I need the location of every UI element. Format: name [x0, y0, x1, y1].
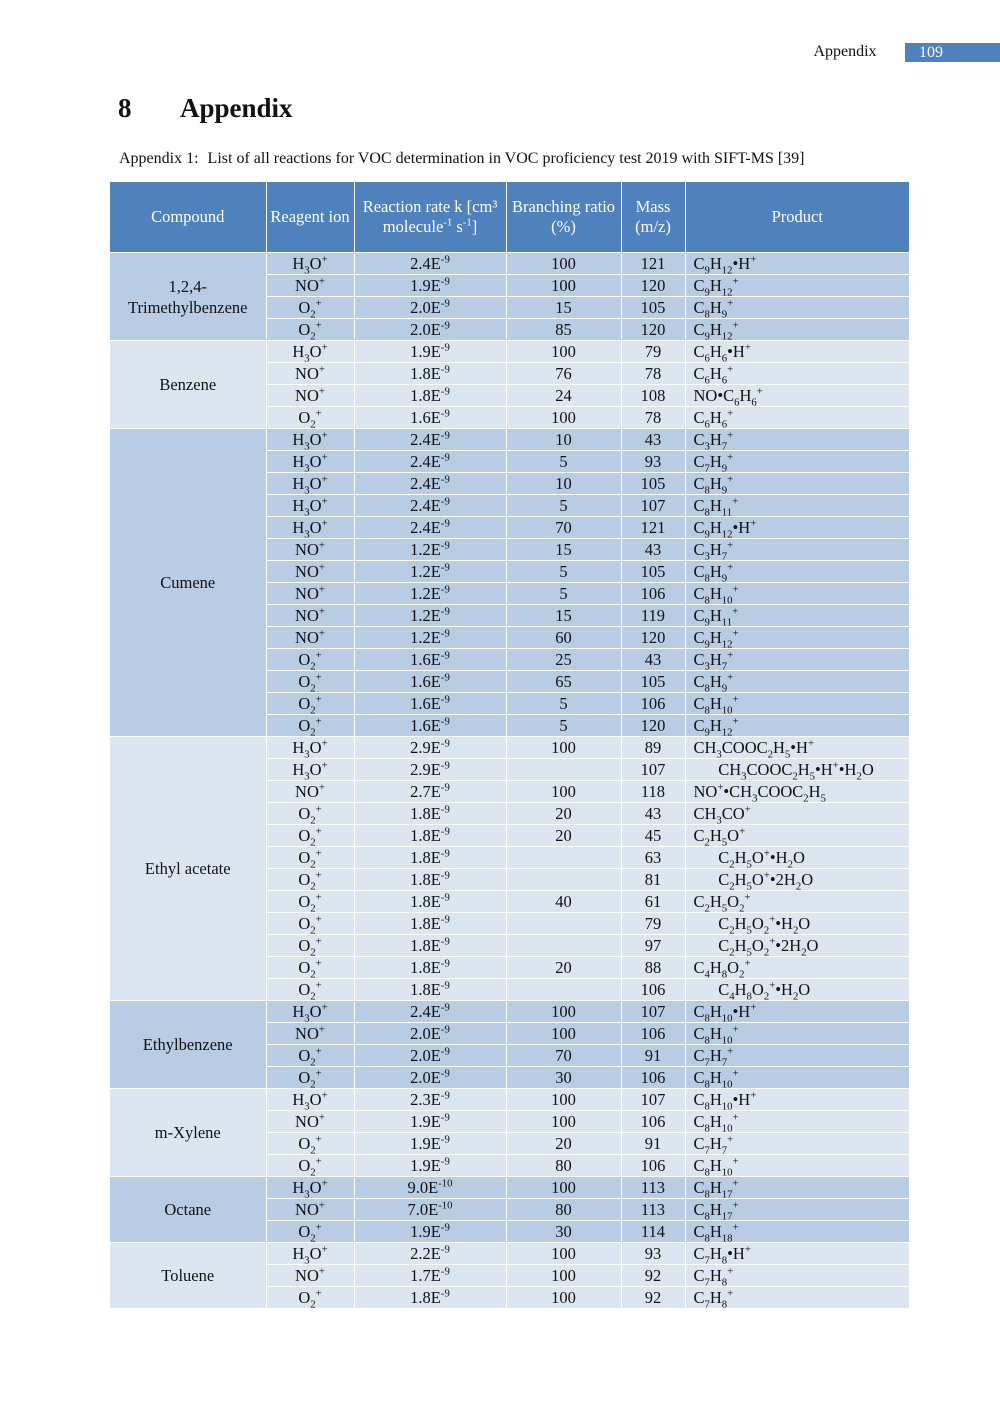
- rate-constant-cell: $1.6E^{-9}$: [354, 407, 506, 429]
- branching-ratio-cell: 40: [506, 891, 621, 913]
- reagent-ion-cell: NO+: [266, 561, 354, 583]
- mass-cell: 97: [621, 935, 685, 957]
- product-cell: $C_9H_{12}•H^+$: [685, 517, 909, 539]
- rate-constant-cell: $1.8E^{-9}$: [354, 385, 506, 407]
- reagent-ion-cell: $O_2^+$: [266, 319, 354, 341]
- product-cell: $C_9H_{12}^+$: [685, 627, 909, 649]
- rate-constant-cell: $1.2E^{-9}$: [354, 605, 506, 627]
- reagent-ion-cell: $O_2^+$: [266, 297, 354, 319]
- table-row: [110, 737, 909, 759]
- rate-constant-cell: $2.3E^{-9}$: [354, 1089, 506, 1111]
- mass-cell: 89: [621, 737, 685, 759]
- branching-ratio-cell: [506, 913, 621, 935]
- reagent-ion-cell: NO+: [266, 1111, 354, 1133]
- mass-cell: 107: [621, 495, 685, 517]
- rate-constant-cell: $2.0E^{-9}$: [354, 1045, 506, 1067]
- rate-constant-cell: $2.0E^{-9}$: [354, 1023, 506, 1045]
- mass-cell: 107: [621, 759, 685, 781]
- mass-cell: 120: [621, 627, 685, 649]
- reagent-ion-cell: $O_2^+$: [266, 803, 354, 825]
- branching-ratio-cell: 100: [506, 1111, 621, 1133]
- reactions-table: [110, 182, 909, 1308]
- rate-constant-cell: $2.7E^{-9}$: [354, 781, 506, 803]
- rate-constant-cell: $1.8E^{-9}$: [354, 913, 506, 935]
- mass-cell: 105: [621, 473, 685, 495]
- reagent-ion-cell: $O_2^+$: [266, 1067, 354, 1089]
- mass-cell: 113: [621, 1199, 685, 1221]
- rate-constant-cell: $2.4E^{-9}$: [354, 253, 506, 275]
- mass-cell: 43: [621, 429, 685, 451]
- table-row: [110, 1001, 909, 1023]
- reagent-ion-cell: $O_2^+$: [266, 1133, 354, 1155]
- section-heading: [118, 93, 293, 124]
- mass-cell: 81: [621, 869, 685, 891]
- branching-ratio-cell: 100: [506, 1177, 621, 1199]
- page-number: 109: [905, 43, 1000, 62]
- caption-label: Appendix 1:: [119, 150, 199, 167]
- branching-ratio-cell: 85: [506, 319, 621, 341]
- rate-constant-cell: $1.8E^{-9}$: [354, 979, 506, 1001]
- product-cell: $C_8H_{10}^+$: [685, 693, 909, 715]
- running-header-title: Appendix: [813, 43, 877, 60]
- reagent-ion-cell: $H_3O^+$: [266, 1001, 354, 1023]
- branching-ratio-cell: 25: [506, 649, 621, 671]
- branching-ratio-cell: 76: [506, 363, 621, 385]
- mass-cell: 106: [621, 1155, 685, 1177]
- branching-ratio-cell: 5: [506, 693, 621, 715]
- branching-ratio-cell: 20: [506, 1133, 621, 1155]
- product-cell: $C_2H_5O^+$: [685, 825, 909, 847]
- section-number: 8: [118, 93, 132, 123]
- rate-constant-cell: $1.8E^{-9}$: [354, 891, 506, 913]
- reagent-ion-cell: $H_3O^+$: [266, 495, 354, 517]
- rate-constant-cell: $2.4E^{-9}$: [354, 1001, 506, 1023]
- rate-constant-cell: $1.8E^{-9}$: [354, 847, 506, 869]
- branching-ratio-cell: [506, 935, 621, 957]
- branching-ratio-cell: 100: [506, 1001, 621, 1023]
- mass-cell: 108: [621, 385, 685, 407]
- product-cell: $C_6H_6•H^+$: [685, 341, 909, 363]
- rate-constant-cell: $1.8E^{-9}$: [354, 957, 506, 979]
- product-cell: $CH_3COOC_2H_5•H^+$: [685, 737, 909, 759]
- rate-constant-cell: $2.9E^{-9}$: [354, 759, 506, 781]
- mass-cell: 43: [621, 803, 685, 825]
- mass-cell: 120: [621, 715, 685, 737]
- branching-ratio-cell: [506, 759, 621, 781]
- branching-ratio-cell: 30: [506, 1067, 621, 1089]
- mass-cell: 92: [621, 1265, 685, 1287]
- branching-ratio-cell: [506, 869, 621, 891]
- compound-cell: Benzene: [110, 341, 266, 429]
- product-cell: $C_2H_5O^+•H_2O$: [685, 847, 909, 869]
- reagent-ion-cell: NO+: [266, 781, 354, 803]
- mass-cell: 43: [621, 539, 685, 561]
- reagent-ion-cell: $H_3O^+$: [266, 1243, 354, 1265]
- branching-ratio-cell: 24: [506, 385, 621, 407]
- rate-constant-cell: $1.7E^{-9}$: [354, 1265, 506, 1287]
- reagent-ion-cell: $O_2^+$: [266, 407, 354, 429]
- reagent-ion-cell: $O_2^+$: [266, 869, 354, 891]
- rate-constant-cell: $1.9E^{-9}$: [354, 1155, 506, 1177]
- table-row: [110, 1243, 909, 1265]
- rate-constant-cell: $2.0E^{-9}$: [354, 1067, 506, 1089]
- product-cell: $C_8H_{10}^+$: [685, 1111, 909, 1133]
- reagent-ion-cell: $H_3O^+$: [266, 253, 354, 275]
- product-cell: $C_8H_{10}^+$: [685, 1067, 909, 1089]
- reagent-ion-cell: NO+: [266, 363, 354, 385]
- mass-cell: 105: [621, 561, 685, 583]
- reagent-ion-cell: $O_2^+$: [266, 847, 354, 869]
- reagent-ion-cell: NO+: [266, 1023, 354, 1045]
- branching-ratio-cell: 20: [506, 957, 621, 979]
- reagent-ion-cell: $H_3O^+$: [266, 759, 354, 781]
- section-title: Appendix: [180, 93, 293, 123]
- product-cell: $C_2H_5O^+•2H_2O$: [685, 869, 909, 891]
- rate-constant-cell: $1.8E^{-9}$: [354, 803, 506, 825]
- product-cell: $C_8H_{17}^+$: [685, 1199, 909, 1221]
- rate-constant-cell: $1.2E^{-9}$: [354, 583, 506, 605]
- branching-ratio-cell: 5: [506, 715, 621, 737]
- mass-cell: 45: [621, 825, 685, 847]
- product-cell: $C_8H_{10}^+$: [685, 583, 909, 605]
- branching-ratio-cell: 10: [506, 473, 621, 495]
- mass-cell: 106: [621, 1023, 685, 1045]
- reagent-ion-cell: $O_2^+$: [266, 1155, 354, 1177]
- mass-cell: 106: [621, 1067, 685, 1089]
- compound-cell: Ethylbenzene: [110, 1001, 266, 1089]
- mass-cell: 106: [621, 693, 685, 715]
- reagent-ion-cell: $O_2^+$: [266, 1287, 354, 1309]
- product-cell: $C_2H_5O_2^+•H_2O$: [685, 913, 909, 935]
- branching-ratio-cell: 15: [506, 539, 621, 561]
- mass-cell: 120: [621, 275, 685, 297]
- reagent-ion-cell: $O_2^+$: [266, 979, 354, 1001]
- rate-constant-cell: $2.4E^{-9}$: [354, 451, 506, 473]
- product-cell: $C_9H_{12}^+$: [685, 319, 909, 341]
- reagent-ion-cell: $O_2^+$: [266, 935, 354, 957]
- product-cell: $CH_3CO^+$: [685, 803, 909, 825]
- branching-ratio-cell: 20: [506, 825, 621, 847]
- compound-cell: Cumene: [110, 429, 266, 737]
- rate-constant-cell: $2.9E^{-9}$: [354, 737, 506, 759]
- rate-constant-cell: $1.2E^{-9}$: [354, 627, 506, 649]
- rate-constant-cell: $1.6E^{-9}$: [354, 693, 506, 715]
- product-cell: $C_7H_7^+$: [685, 1045, 909, 1067]
- product-cell: $C_3H_7^+$: [685, 429, 909, 451]
- branching-ratio-cell: 80: [506, 1199, 621, 1221]
- mass-cell: 91: [621, 1133, 685, 1155]
- branching-ratio-cell: 100: [506, 407, 621, 429]
- branching-ratio-cell: [506, 847, 621, 869]
- rate-constant-cell: $1.9E^{-9}$: [354, 1111, 506, 1133]
- mass-cell: 114: [621, 1221, 685, 1243]
- reagent-ion-cell: $H_3O^+$: [266, 517, 354, 539]
- branching-ratio-cell: 100: [506, 737, 621, 759]
- reagent-ion-cell: NO+: [266, 1199, 354, 1221]
- reagent-ion-cell: $O_2^+$: [266, 891, 354, 913]
- reagent-ion-cell: $O_2^+$: [266, 671, 354, 693]
- product-cell: $C_8H_{10}^+$: [685, 1155, 909, 1177]
- branching-ratio-cell: 100: [506, 253, 621, 275]
- table-row: [110, 429, 909, 451]
- branching-ratio-cell: 100: [506, 1243, 621, 1265]
- branching-ratio-cell: 5: [506, 495, 621, 517]
- product-cell: $NO•C_6H_6^+$: [685, 385, 909, 407]
- branching-ratio-cell: 100: [506, 781, 621, 803]
- rate-constant-cell: $1.9E^{-9}$: [354, 275, 506, 297]
- reagent-ion-cell: $H_3O^+$: [266, 341, 354, 363]
- mass-cell: 106: [621, 583, 685, 605]
- branching-ratio-cell: 80: [506, 1155, 621, 1177]
- rate-constant-cell: $1.6E^{-9}$: [354, 671, 506, 693]
- product-cell: $C_8H_{10}•H^+$: [685, 1001, 909, 1023]
- product-cell: $C_9H_{12}•H^+$: [685, 253, 909, 275]
- column-header: Reaction rate k [cm³ molecule$^{-1}$ $s^{-1}$]: [354, 182, 506, 253]
- rate-constant-cell: $1.9E^{-9}$: [354, 1133, 506, 1155]
- table-header-row: [110, 182, 909, 253]
- reagent-ion-cell: NO+: [266, 385, 354, 407]
- product-cell: $C_8H_9^+$: [685, 473, 909, 495]
- column-header: Product: [685, 182, 909, 253]
- reagent-ion-cell: $O_2^+$: [266, 649, 354, 671]
- mass-cell: 113: [621, 1177, 685, 1199]
- rate-constant-cell: $2.4E^{-9}$: [354, 517, 506, 539]
- product-cell: $C_6H_6^+$: [685, 407, 909, 429]
- compound-cell: Ethyl acetate: [110, 737, 266, 1001]
- branching-ratio-cell: 100: [506, 341, 621, 363]
- mass-cell: 105: [621, 297, 685, 319]
- product-cell: $CH_3COOC_2H_5•H^+•H_2O$: [685, 759, 909, 781]
- rate-constant-cell: $1.2E^{-9}$: [354, 561, 506, 583]
- product-cell: $C_4H_8O_2^+•H_2O$: [685, 979, 909, 1001]
- reagent-ion-cell: NO+: [266, 539, 354, 561]
- caption-text: List of all reactions for VOC determination in VOC proficiency test 2019 with SIFT-MS [39]: [207, 150, 805, 167]
- table-caption: [119, 150, 805, 168]
- product-cell: $C_8H_{11}^+$: [685, 495, 909, 517]
- reagent-ion-cell: NO+: [266, 627, 354, 649]
- product-cell: $C_8H_{18}^+$: [685, 1221, 909, 1243]
- product-cell: $C_7H_9^+$: [685, 451, 909, 473]
- mass-cell: 92: [621, 1287, 685, 1309]
- column-header: Mass (m/z): [621, 182, 685, 253]
- product-cell: $C_3H_7^+$: [685, 539, 909, 561]
- branching-ratio-cell: 5: [506, 451, 621, 473]
- product-cell: $C_7H_8^+$: [685, 1287, 909, 1309]
- table-row: [110, 253, 909, 275]
- mass-cell: 93: [621, 451, 685, 473]
- mass-cell: 107: [621, 1001, 685, 1023]
- mass-cell: 121: [621, 517, 685, 539]
- branching-ratio-cell: 30: [506, 1221, 621, 1243]
- product-cell: $C_7H_8•H^+$: [685, 1243, 909, 1265]
- branching-ratio-cell: [506, 979, 621, 1001]
- rate-constant-cell: $7.0E^{-10}$: [354, 1199, 506, 1221]
- product-cell: $C_8H_9^+$: [685, 671, 909, 693]
- branching-ratio-cell: 5: [506, 583, 621, 605]
- mass-cell: 93: [621, 1243, 685, 1265]
- product-cell: $C_7H_8^+$: [685, 1265, 909, 1287]
- compound-cell: m-Xylene: [110, 1089, 266, 1177]
- rate-constant-cell: $1.6E^{-9}$: [354, 715, 506, 737]
- mass-cell: 106: [621, 979, 685, 1001]
- product-cell: $C_2H_5O_2^+$: [685, 891, 909, 913]
- rate-constant-cell: $1.6E^{-9}$: [354, 649, 506, 671]
- mass-cell: 63: [621, 847, 685, 869]
- reagent-ion-cell: NO+: [266, 1265, 354, 1287]
- reagent-ion-cell: $H_3O^+$: [266, 1177, 354, 1199]
- branching-ratio-cell: 100: [506, 1089, 621, 1111]
- branching-ratio-cell: 70: [506, 517, 621, 539]
- product-cell: $C_8H_{10}^+$: [685, 1023, 909, 1045]
- mass-cell: 61: [621, 891, 685, 913]
- mass-cell: 107: [621, 1089, 685, 1111]
- product-cell: $C_6H_6^+$: [685, 363, 909, 385]
- mass-cell: 106: [621, 1111, 685, 1133]
- mass-cell: 119: [621, 605, 685, 627]
- product-cell: $C_9H_{12}^+$: [685, 275, 909, 297]
- rate-constant-cell: $2.4E^{-9}$: [354, 473, 506, 495]
- rate-constant-cell: $1.8E^{-9}$: [354, 935, 506, 957]
- reagent-ion-cell: $H_3O^+$: [266, 429, 354, 451]
- product-cell: $C_8H_{17}^+$: [685, 1177, 909, 1199]
- reagent-ion-cell: $H_3O^+$: [266, 473, 354, 495]
- branching-ratio-cell: 60: [506, 627, 621, 649]
- rate-constant-cell: $1.2E^{-9}$: [354, 539, 506, 561]
- rate-constant-cell: $2.0E^{-9}$: [354, 297, 506, 319]
- product-cell: $C_2H_5O_2^+•2H_2O$: [685, 935, 909, 957]
- mass-cell: 91: [621, 1045, 685, 1067]
- table-row: [110, 341, 909, 363]
- reagent-ion-cell: $O_2^+$: [266, 1045, 354, 1067]
- reagent-ion-cell: $O_2^+$: [266, 825, 354, 847]
- branching-ratio-cell: 15: [506, 297, 621, 319]
- rate-constant-cell: $9.0E^{-10}$: [354, 1177, 506, 1199]
- column-header: Compound: [110, 182, 266, 253]
- compound-cell: Octane: [110, 1177, 266, 1243]
- rate-constant-cell: $1.9E^{-9}$: [354, 341, 506, 363]
- rate-constant-cell: $1.8E^{-9}$: [354, 1287, 506, 1309]
- product-cell: $C_8H_{10}•H^+$: [685, 1089, 909, 1111]
- rate-constant-cell: $1.8E^{-9}$: [354, 825, 506, 847]
- mass-cell: 79: [621, 341, 685, 363]
- branching-ratio-cell: 70: [506, 1045, 621, 1067]
- mass-cell: 118: [621, 781, 685, 803]
- reagent-ion-cell: $O_2^+$: [266, 957, 354, 979]
- branching-ratio-cell: 100: [506, 1265, 621, 1287]
- reagent-ion-cell: $O_2^+$: [266, 715, 354, 737]
- table-row: [110, 1089, 909, 1111]
- reagent-ion-cell: $H_3O^+$: [266, 1089, 354, 1111]
- mass-cell: 121: [621, 253, 685, 275]
- reagent-ion-cell: $H_3O^+$: [266, 737, 354, 759]
- reagent-ion-cell: NO+: [266, 583, 354, 605]
- mass-cell: 105: [621, 671, 685, 693]
- mass-cell: 88: [621, 957, 685, 979]
- rate-constant-cell: $1.9E^{-9}$: [354, 1221, 506, 1243]
- reagent-ion-cell: NO+: [266, 605, 354, 627]
- product-cell: $C_9H_{11}^+$: [685, 605, 909, 627]
- column-header: Reagent ion: [266, 182, 354, 253]
- product-cell: $C_9H_{12}^+$: [685, 715, 909, 737]
- column-header: Branching ratio (%): [506, 182, 621, 253]
- branching-ratio-cell: 100: [506, 1287, 621, 1309]
- product-cell: $C_8H_9^+$: [685, 561, 909, 583]
- branching-ratio-cell: 15: [506, 605, 621, 627]
- compound-cell: Toluene: [110, 1243, 266, 1309]
- branching-ratio-cell: 100: [506, 1023, 621, 1045]
- reagent-ion-cell: $O_2^+$: [266, 1221, 354, 1243]
- rate-constant-cell: $2.0E^{-9}$: [354, 319, 506, 341]
- mass-cell: 43: [621, 649, 685, 671]
- branching-ratio-cell: 20: [506, 803, 621, 825]
- branching-ratio-cell: 10: [506, 429, 621, 451]
- product-cell: $C_7H_7^+$: [685, 1133, 909, 1155]
- mass-cell: 120: [621, 319, 685, 341]
- rate-constant-cell: $2.4E^{-9}$: [354, 495, 506, 517]
- branching-ratio-cell: 65: [506, 671, 621, 693]
- rate-constant-cell: $2.4E^{-9}$: [354, 429, 506, 451]
- rate-constant-cell: $1.8E^{-9}$: [354, 363, 506, 385]
- rate-constant-cell: $2.2E^{-9}$: [354, 1243, 506, 1265]
- compound-cell: 1,2,4-Trimethylbenzene: [110, 253, 266, 341]
- product-cell: $NO^+•CH_3COOC_2H_5$: [685, 781, 909, 803]
- reagent-ion-cell: $O_2^+$: [266, 913, 354, 935]
- reagent-ion-cell: $H_3O^+$: [266, 451, 354, 473]
- branching-ratio-cell: 100: [506, 275, 621, 297]
- mass-cell: 79: [621, 913, 685, 935]
- reagent-ion-cell: $O_2^+$: [266, 693, 354, 715]
- mass-cell: 78: [621, 407, 685, 429]
- product-cell: $C_3H_7^+$: [685, 649, 909, 671]
- branching-ratio-cell: 5: [506, 561, 621, 583]
- product-cell: $C_8H_9^+$: [685, 297, 909, 319]
- table-row: [110, 1177, 909, 1199]
- rate-constant-cell: $1.8E^{-9}$: [354, 869, 506, 891]
- product-cell: $C_4H_8O_2^+$: [685, 957, 909, 979]
- reagent-ion-cell: NO+: [266, 275, 354, 297]
- mass-cell: 78: [621, 363, 685, 385]
